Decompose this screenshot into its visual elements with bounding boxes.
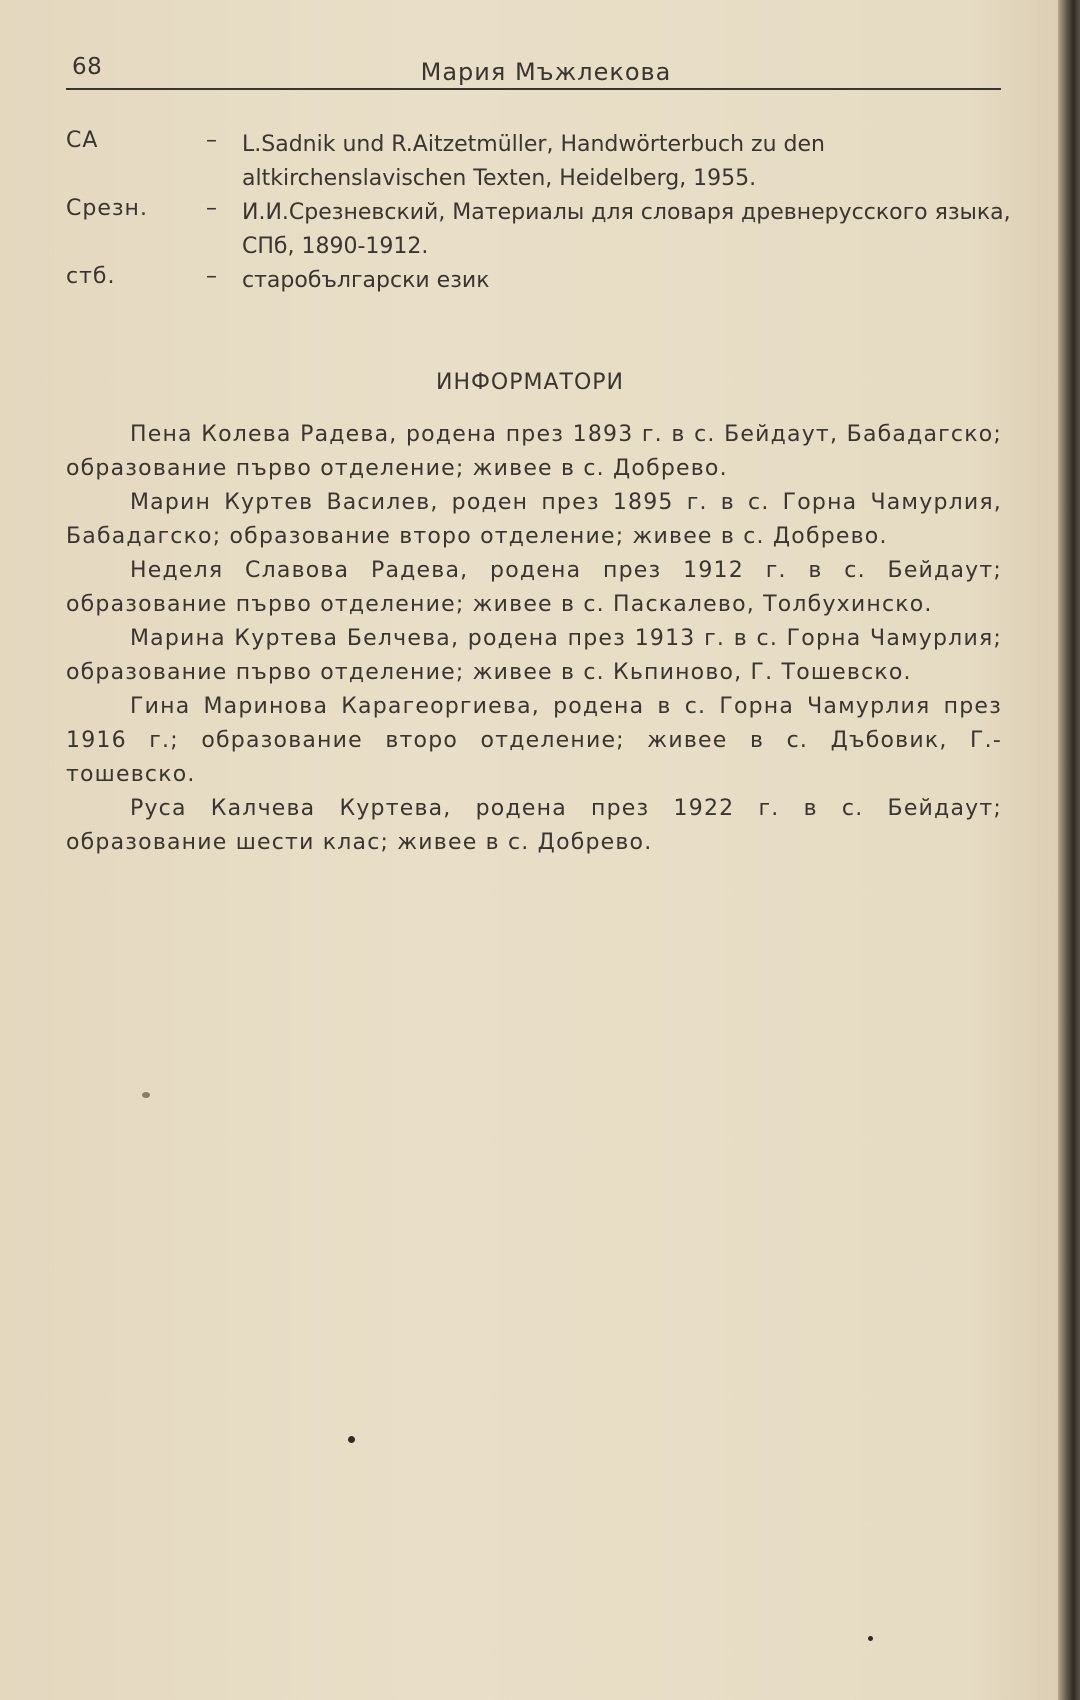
informant-entry: Пена Колева Радева, родена през 1893 г. в с. Бейдаут, Бабадагско; образование първо отделение; живее в с. Добрево.	[66, 422, 1002, 481]
abbreviation-dash: –	[206, 264, 217, 289]
abbreviation-definition: И.И.Срезневский, Материалы для словаря древнерусского языка, СПб, 1890-1912.	[242, 200, 1011, 259]
ink-speck	[868, 1636, 873, 1641]
ink-speck	[142, 1092, 150, 1098]
abbreviation: СА	[66, 128, 99, 153]
informant-entry: Руса Калчева Куртева, родена през 1922 г. в с. Бейдаут; образование шести клас; живее в с. Добрево.	[66, 796, 1002, 855]
abbreviation: стб.	[66, 264, 116, 289]
informant-entry: Неделя Славова Радева, родена през 1912 г. в с. Бейдаут; образование първо отделение; живее в с. Паскалево, Толбухинско.	[66, 558, 1002, 617]
abbreviation: Срезн.	[66, 196, 148, 221]
ink-speck	[348, 1436, 355, 1443]
informant-entry: Марина Куртева Белчева, родена през 1913 г. в с. Горна Чамурлия; образование първо отделение; живее в с. Кьпиново, Г. Тошевско.	[66, 626, 1002, 685]
informants-list	[66, 418, 1002, 860]
book-edge-shadow	[1058, 0, 1080, 1700]
section-title: ИНФОРМАТОРИ	[435, 370, 625, 395]
running-title: Мария Мъжлекова	[420, 58, 672, 86]
informant-entry: Марин Куртев Василев, роден през 1895 г. в с. Горна Чамурлия, Бабадагско; образование второ отделение; живее в с. Добрево.	[66, 490, 1002, 549]
informant-entry: Гина Маринова Карагеоргиева, родена в с. Горна Чамурлия през 1916 г.; образование второ отделение; живее в с. Дъбовик, Г.-тошевско.	[66, 694, 1002, 787]
abbreviation-definition: L.Sadnik und R.Aitzetmüller, Handwörterbuch zu den altkirchenslavischen Texten, Heidelberg, 1955.	[242, 132, 825, 191]
abbreviation-definition: старобългарски език	[242, 268, 490, 293]
abbreviation-dash: –	[206, 196, 217, 221]
page-number: 68	[72, 54, 103, 80]
abbreviation-dash: –	[206, 128, 217, 153]
page-header	[66, 52, 1001, 90]
